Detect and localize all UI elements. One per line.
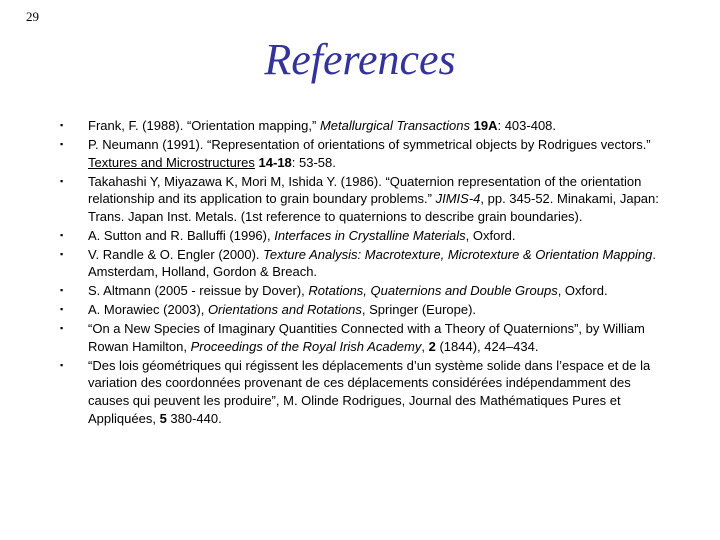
reference-text: Frank, F. (1988). “Orientation mapping,” (88, 118, 320, 133)
reference-list (60, 117, 672, 429)
slide-number: 29 (26, 9, 39, 24)
volume-number: 5 (159, 410, 167, 426)
reference-item-3 (60, 173, 672, 226)
reference-text: V. Randle & O. Engler (2000). (88, 246, 264, 262)
reference-text: 380-440. (166, 410, 222, 426)
journal-title: JIMIS-4 (435, 191, 481, 207)
reference-text: , Springer (Europe). (361, 302, 477, 318)
reference-item-1 (60, 117, 672, 135)
reference-item-7 (60, 301, 672, 319)
bullet-icon: ▪ (60, 359, 64, 370)
slide-title: References (264, 35, 456, 84)
book-title: Texture Analysis: Macrotexture, Microtexture & Orientation Mapping (263, 246, 653, 262)
reference-item-2 (60, 136, 672, 171)
volume-number: 19A (473, 118, 498, 133)
reference-text: . Amsterdam, Holland, Gordon & Breach. (88, 246, 656, 280)
book-title: Interfaces in Crystalline Materials (274, 227, 466, 243)
bullet-icon: ▪ (60, 248, 64, 259)
reference-text: S. Altmann (2005 - reissue by Dover), (88, 283, 309, 299)
bullet-icon: ▪ (60, 138, 64, 149)
journal-title: Textures and Microstructures (88, 154, 255, 170)
reference-text: , Oxford. (557, 283, 608, 299)
reference-item-5 (60, 246, 672, 281)
reference-item-8 (60, 320, 672, 355)
reference-text: , Oxford. (465, 227, 516, 243)
bullet-icon: ▪ (60, 175, 64, 186)
volume-number: 2 (428, 338, 436, 354)
reference-text: Takahashi Y, Miyazawa K, Mori M, Ishida Y. (1986). “Quaternion representation of the orientation relationship and its application to grain boundary problems.” (88, 173, 642, 207)
reference-item-4 (60, 227, 672, 245)
book-title: Orientations and Rotations (207, 302, 362, 318)
book-title: Rotations, Quaternions and Double Groups (308, 283, 558, 299)
bullet-icon: ▪ (60, 304, 64, 315)
reference-text: A. Morawiec (2003), (88, 302, 208, 318)
reference-text: “On a New Species of Imaginary Quantities Connected with a Theory of Quaternions”, by William Rowan Hamilton, (88, 321, 645, 354)
reference-text: “Des lois géométriques qui régissent les déplacements d’un système solide dans l’espace et de la variation des coordonnées provenant de ces déplacements considérées indépendamment des causes qui peuvent les produire”, M. Olinde Rodrigues, Journal des Mathématiques Pures et Appliquées, (88, 357, 651, 426)
bullet-icon: ▪ (60, 120, 64, 130)
reference-text: : 403-408. (497, 118, 557, 133)
bullet-icon: ▪ (60, 323, 64, 334)
bullet-icon: ▪ (60, 285, 64, 296)
bullet-icon: ▪ (60, 229, 64, 240)
reference-item-9 (60, 357, 672, 427)
reference-text: (1844), 424–434. (435, 338, 539, 354)
reference-text: , (421, 338, 429, 354)
reference-item-6 (60, 282, 672, 300)
journal-title: Proceedings of the Royal Irish Academy (190, 338, 422, 354)
volume-number: 14-18 (258, 154, 292, 170)
reference-text: : 53-58. (291, 154, 336, 170)
reference-text: A. Sutton and R. Balluffi (1996), (88, 227, 275, 243)
reference-text: , pp. 345-52. Minakami, Japan: Trans. Japan Inst. Metals. (1st reference to quaternions to describe grain boundaries). (88, 191, 659, 224)
reference-text: P. Neumann (1991). “Representation of orientations of symmetrical objects by Rodrigues vectors.” (88, 136, 651, 152)
journal-title: Metallurgical Transactions (319, 118, 470, 133)
